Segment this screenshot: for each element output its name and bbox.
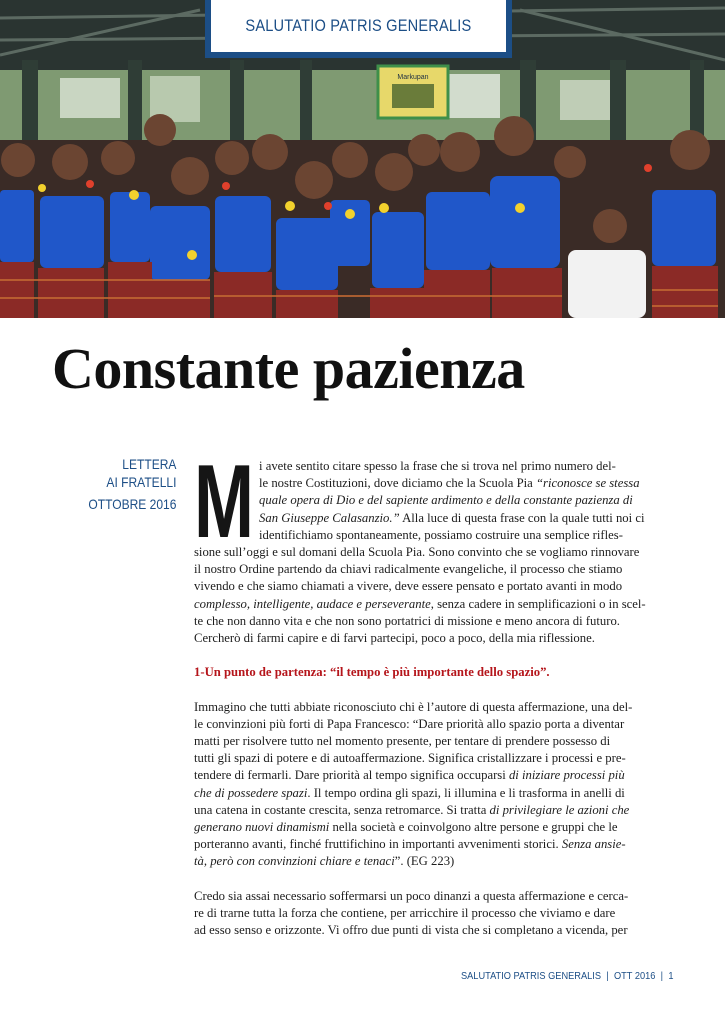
text-line: San Giuseppe Calasanzio.” Alla luce di questa frase con la quale tutti noi ci <box>259 510 645 525</box>
masthead-title: SALUTATIO PATRIS GENERALIS <box>245 16 472 35</box>
text-line: che di possedere spazi. Il tempo ordina gli spazi, li illumina e li trasforma in anelli di <box>194 785 625 800</box>
footer-separator: | <box>605 970 609 982</box>
child-white-shirt <box>568 250 646 318</box>
paragraph-1 <box>194 458 672 647</box>
text-line: generano nuovi dinamismi nella società e coinvolgono altre persone e gruppi che le <box>194 819 618 834</box>
paragraph-2 <box>194 699 672 871</box>
side-label-date: OTTOBRE 2016 <box>87 496 176 512</box>
page-footer <box>460 970 673 982</box>
text-line: matti per risolvere tutto nel momento presente, per tentare di prendere possesso di <box>194 734 611 748</box>
paragraph-3 <box>194 888 672 940</box>
article-body <box>194 458 672 939</box>
text-line: identifichiamo spontaneamente, possiamo costruire una semplice rifles- <box>259 527 623 542</box>
section-heading: 1-Un punto de partenza: “il tempo è più importante dello spazio”. <box>194 665 550 680</box>
article-title: Constante pazienza <box>52 336 525 401</box>
text-line: le convinzioni più forti di Papa Francesco: “Dare priorità allo spazio porta a diventar <box>194 716 625 731</box>
text-line: tutti gli spazi di potere e di autoaffermazione. Significa cristallizzare i processi e pre- <box>194 751 626 766</box>
drop-cap-letter: M <box>194 444 254 560</box>
page-number: 1 <box>667 970 673 982</box>
footer-separator: | <box>660 970 663 982</box>
text-line: ad esso senso e orizzonte. Vi offro due punti di vista che si completano a vicenda, per <box>194 923 628 938</box>
masthead-box <box>211 0 506 52</box>
text-line: complesso, intelligente, audace e perseverante, senza cadere in semplificazioni o in scel- <box>194 596 646 611</box>
side-label-line1: LETTERA <box>121 456 176 472</box>
side-label <box>74 455 176 513</box>
footer-date: OTT 2016 <box>613 970 655 982</box>
text-line: porteranno avanti, finché fruttifichino in importanti avvenimenti storici. Senza ansie- <box>194 837 626 852</box>
text-line: sione sull’oggi e sul domani della Scuola Pia. Sono convinto che se vogliamo rinnovare <box>194 544 640 559</box>
text-line: Immagino che tutti abbiate riconosciuto chi è l’autore di questa affermazione, una del- <box>194 699 633 714</box>
masthead <box>205 0 512 58</box>
side-label-line2: AI FRATELLI <box>105 474 176 490</box>
text-line: re di trarne tutta la forza che contiene, per arricchire il processo che viviamo e dare <box>194 905 616 920</box>
text-line: tà, però con convinzioni chiare e tenaci”. (EG 223) <box>194 854 455 869</box>
text-line: una catena in costante crescita, senza retromarce. Si tratta di privilegiare le azioni che <box>194 802 630 817</box>
text-line: Cercherò di farmi capire e di farvi partecipi, poco a poco, della mia riflessione. <box>194 630 595 645</box>
text-line: vivendo e che siamo chiamati a vivere, deve essere pensato e portato avanti in modo <box>194 579 623 594</box>
footer-publication: SALUTATIO PATRIS GENERALIS <box>460 970 601 982</box>
text-line: il nostro Ordine partendo da chiavi radicalmente evangeliche, il processo che stiamo <box>194 562 623 577</box>
text-line: te che non danno vita e che non sono portatrici di missione e meno ancora di futuro. <box>194 613 620 628</box>
text-line: i avete sentito citare spesso la frase che si trova nel primo numero del- <box>259 459 616 473</box>
text-line: tendere di fermarli. Dare priorità al tempo significa occuparsi di iniziare processi più <box>194 768 625 783</box>
text-line: le nostre Costituzioni, dove diciamo che la Scuola Pia “riconosce se stessa <box>259 476 640 491</box>
text-line: quale opera di Dio e del sapiente ardimento e della constante pazienza di <box>259 493 633 508</box>
banner-text: Markupan <box>397 74 429 81</box>
text-line: Credo sia assai necessario soffermarsi un poco dinanzi a questa affermazione e cerca- <box>194 888 629 903</box>
